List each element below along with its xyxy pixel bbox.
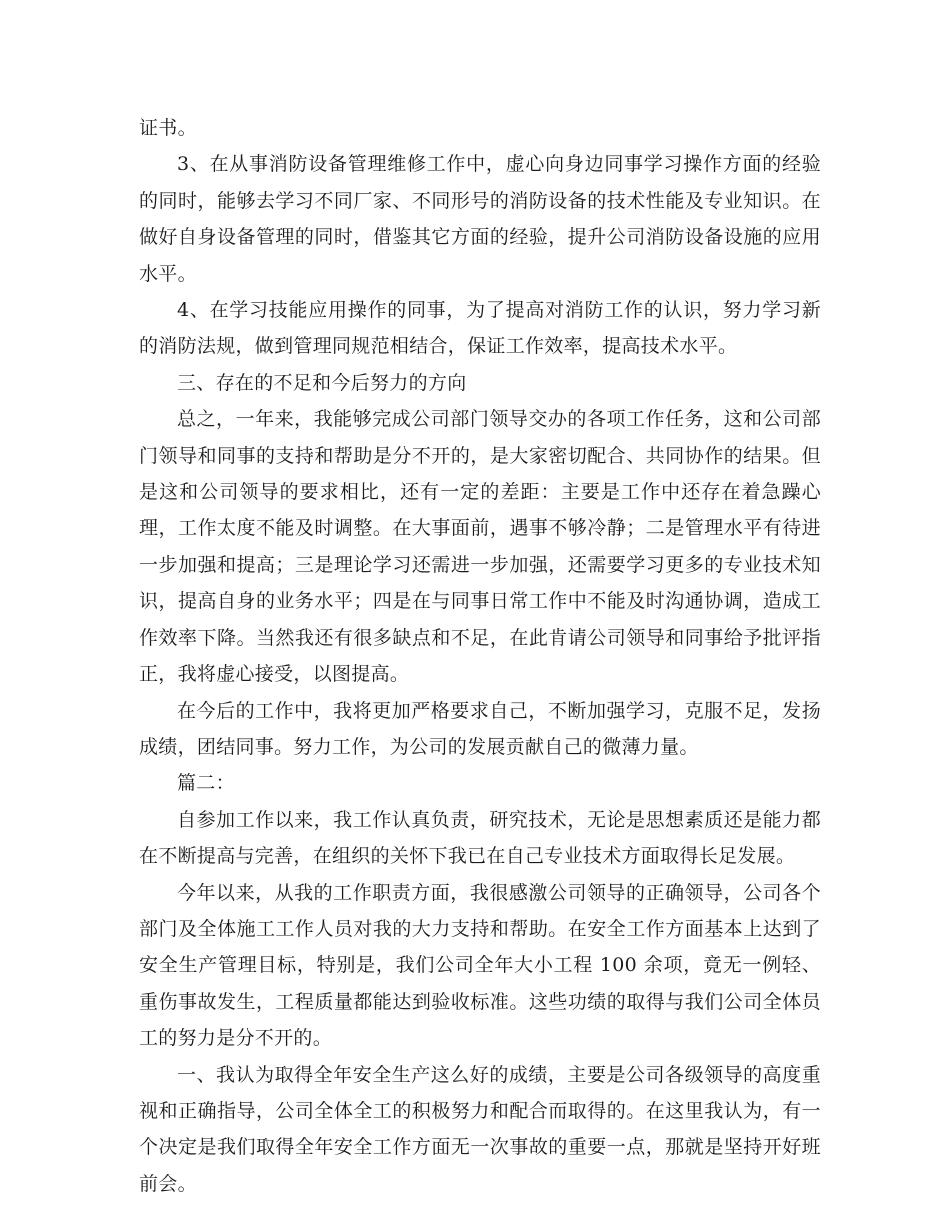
document-body [139,110,821,1202]
paragraph-future-work: 在今后的工作中，我将更加严格要求自己，不断加强学习，克服不足，发扬成绩，团结同事。努力工作，为公司的发展贡献自己的微薄力量。 [139,699,821,758]
paragraph-item-4: 4、在学习技能应用操作的同事，为了提高对消防工作的认识，努力学习新的消防法规，做到管理同规范相结合，保证工作效率，提高技术水平。 [139,299,821,358]
paragraph-item-3: 3、在从事消防设备管理维修工作中，虚心向身边同事学习操作方面的经验的同时，能够去学习不同厂家、不同形号的消防设备的技术性能及专业知识。在做好自身设备管理的同时，借鉴其它方面的经验，提升公司消防设备设施的应用水平。 [139,153,821,285]
paragraph-since-joining: 自参加工作以来，我工作认真负责，研究技术，无论是思想素质还是能力都在不断提高与完善，在组织的关怀下我已在自己专业技术方面取得长足发展。 [139,808,821,868]
paragraph-this-year: 今年以来，从我的工作职责方面，我很感激公司领导的正确领导，公司各个部门及全体施工工作人员对我的大力支持和帮助。在安全工作方面基本上达到了安全生产管理目标，特别是，我们公司全年大小工程 100 余项，竟无一例轻、重伤事故发生，工程质量都能达到验收标准。这些功绩的取得与我们公司全体员工的努力是分不开的。 [139,881,821,1050]
paragraph-certificate-end: 证书。 [139,117,197,139]
paragraph-summary: 总之，一年来，我能够完成公司部门领导交办的各项工作任务，这和公司部门领导和同事的支持和帮助是分不开的，是大家密切配合、共同协作的结果。但是这和公司领导的要求相比，还有一定的差距：主要是工作中还存在着急躁心理，工作太度不能及时调整。在大事面前，遇事不够冷静；二是管理水平有待进一步加强和提高；三是理论学习还需进一步加强，还需要学习更多的专业技术知识，提高自身的业务水平；四是在与同事日常工作中不能及时沟通协调，造成工作效率下降。当然我还有很多缺点和不足，在此肯请公司领导和同事给予批评指正，我将虚心接受，以图提高。 [139,408,821,686]
section-heading-shortcomings: 三、存在的不足和今后努力的方向 [177,371,467,394]
paragraph-point-one: 一、我认为取得全年安全生产这么好的成绩，主要是公司各级领导的高度重视和正确指导，公司全体全工的积极努力和配合而取得的。在这里我认为，有一个决定是我们取得全年安全工作方面无一次事故的重要一点，那就是坚持开好班前会。 [139,1063,821,1195]
section-heading-part-two: 篇二： [177,772,235,795]
